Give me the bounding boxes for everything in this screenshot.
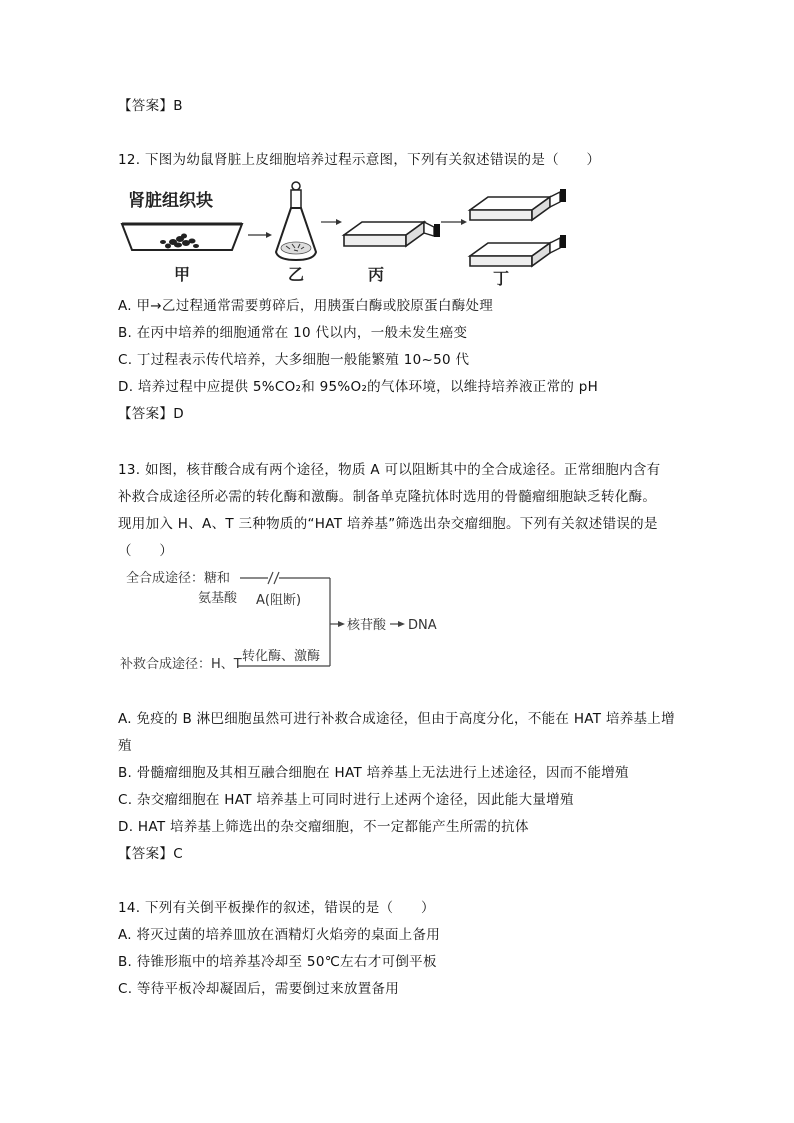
q13-option-a: A. 免疫的 B 淋巴细胞虽然可进行补救合成途径，但由于高度分化，不能在 HAT 培养基上增 <box>118 711 675 727</box>
product-dna: DNA <box>408 618 437 633</box>
q14-option-c: C. 等待平板冷却凝固后，需要倒过来放置备用 <box>118 981 400 997</box>
q13-option-c: C. 杂交瘤细胞在 HAT 培养基上可同时进行上述两个途径，因此能大量增殖 <box>118 792 574 808</box>
q13-stem-line-2: 补救合成途径所必需的转化酶和激酶。制备单克隆抗体时选用的骨髓瘤细胞缺乏转化酶。 <box>118 489 657 505</box>
q12-option-b: B. 在丙中培养的细胞通常在 10 代以内，一般未发生癌变 <box>118 325 468 341</box>
culture-flask-icon-bottom <box>470 235 566 266</box>
q12-option-a: A. 甲→乙过程通常需要剪碎后，用胰蛋白酶或胶原蛋白酶处理 <box>118 298 494 314</box>
blocker-label: A(阻断) <box>256 593 302 608</box>
q14-option-b: B. 待锥形瓶中的培养基冷却至 50℃左右才可倒平板 <box>118 954 437 970</box>
salvage-path-label: 补救合成途径：H、T <box>120 657 242 672</box>
product-nucleotide: 核苷酸 <box>347 618 387 633</box>
q12-figure-title: 肾脏组织块 <box>128 191 213 211</box>
q13-answer: 【答案】C <box>118 846 183 862</box>
q14-stem: 14. 下列有关倒平板操作的叙述，错误的是（ ） <box>118 900 435 916</box>
q14-option-a: A. 将灭过菌的培养皿放在酒精灯火焰旁的桌面上备用 <box>118 927 441 943</box>
q12-label-ding: 丁 <box>493 269 510 288</box>
q12-figure <box>118 180 578 290</box>
q13-diagram <box>118 564 458 674</box>
previous-answer: 【答案】B <box>118 98 183 114</box>
q13-stem-line-1: 13. 如图，核苷酸合成有两个途径，物质 A 可以阻断其中的全合成途径。正常细胞内含有 <box>118 462 661 478</box>
culture-flask-icon-top <box>470 189 566 220</box>
q13-option-d: D. HAT 培养基上筛选出的杂交瘤细胞，不一定都能产生所需的抗体 <box>118 819 529 835</box>
q13-stem-line-3: 现用加入 H、A、T 三种物质的“HAT 培养基”筛选出杂交瘤细胞。下列有关叙述错误的是 <box>118 516 658 532</box>
q12-stem: 12. 下图为幼鼠肾脏上皮细胞培养过程示意图，下列有关叙述错误的是（ ） <box>118 152 601 168</box>
q13-option-a-cont: 殖 <box>118 738 132 754</box>
q12-label-bing: 丙 <box>368 265 385 284</box>
q13-option-b: B. 骨髓瘤细胞及其相互融合细胞在 HAT 培养基上无法进行上述途径，因而不能增殖 <box>118 765 629 781</box>
q12-label-jia: 甲 <box>174 265 191 284</box>
flask-icon <box>276 182 316 260</box>
q12-answer: 【答案】D <box>118 406 184 422</box>
full-path-label-2: 氨基酸 <box>198 591 238 606</box>
full-path-label: 全合成途径：糖和 <box>126 571 231 586</box>
culture-flask-icon <box>344 222 440 246</box>
q12-option-c: C. 丁过程表示传代培养，大多细胞一般能繁殖 10~50 代 <box>118 352 470 368</box>
q13-stem-line-4: （ ） <box>118 543 174 559</box>
q12-label-yi: 乙 <box>288 265 305 284</box>
enzymes-label: 转化酶、激酶 <box>242 649 321 664</box>
q12-option-d: D. 培养过程中应提供 5%CO₂和 95%O₂的气体环境，以维持培养液正常的 pH <box>118 379 599 395</box>
